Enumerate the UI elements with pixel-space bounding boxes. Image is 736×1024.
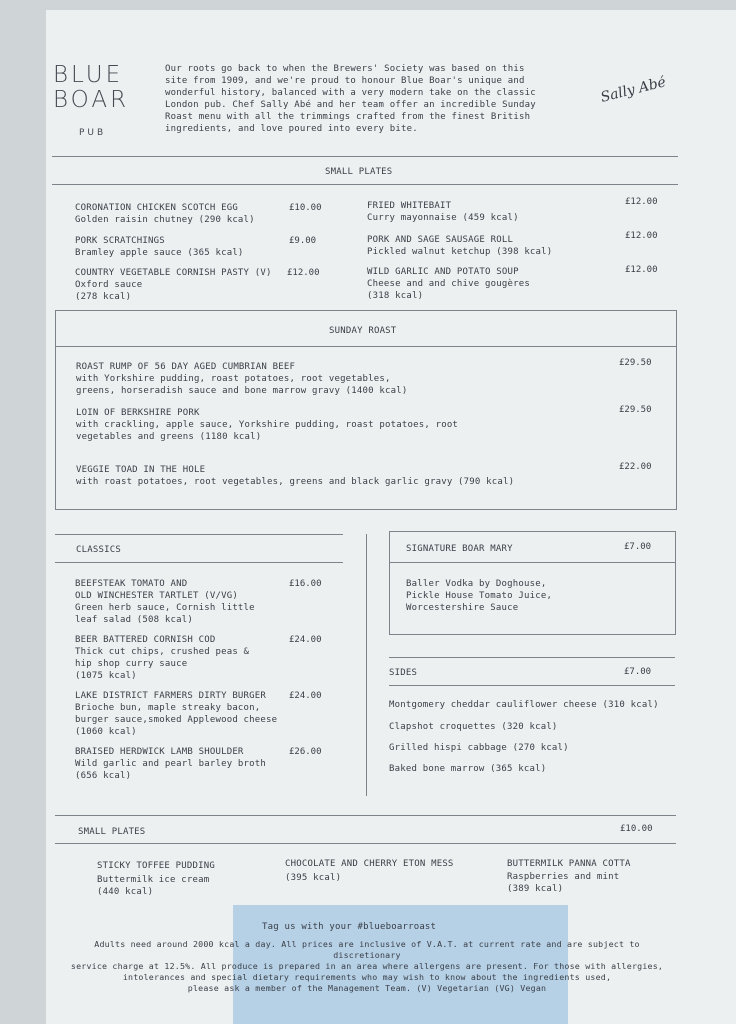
divider: [55, 562, 343, 563]
menu-item: COUNTRY VEGETABLE CORNISH PASTY (V) Oxford sauce (278 kcal): [75, 268, 272, 302]
roast-item: LOIN OF BERKSHIRE PORK with crackling, apple sauce, Yorkshire pudding, roast potatoes, root vegetables and greens (1180 kcal): [76, 408, 459, 442]
menu-item-price: £12.00: [625, 265, 658, 275]
menu-item-price: £9.00: [289, 236, 317, 246]
classic-item: BEEFSTEAK TOMATO AND OLD WINCHESTER TARTLET (V/VG) Green herb sauce, Cornish little leaf salad (508 kcal): [75, 579, 255, 625]
divider: [389, 657, 675, 658]
classic-item-price: £26.00: [289, 747, 322, 757]
side-item: Baked bone marrow (365 kcal): [389, 764, 547, 774]
boar-mary-price: £7.00: [624, 542, 652, 552]
roast-item-price: £29.50: [619, 405, 652, 415]
logo: [53, 63, 129, 113]
divider: [55, 534, 343, 535]
divider: [52, 156, 678, 157]
roast-item-price: £29.50: [619, 358, 652, 368]
dessert-name: STICKY TOFFEE PUDDING: [97, 861, 215, 871]
classics-title: CLASSICS: [76, 545, 121, 555]
side-item: Montgomery cheddar cauliflower cheese (310 kcal): [389, 700, 659, 710]
divider: [389, 562, 675, 563]
side-item: Grilled hispi cabbage (270 kcal): [389, 743, 569, 753]
roast-item-price: £22.00: [619, 462, 652, 472]
divider: [389, 685, 675, 686]
desserts-price: £10.00: [620, 824, 653, 834]
classic-item-price: £16.00: [289, 579, 322, 589]
intro-text: Our roots go back to when the Brewers' Society was based on this site from 1909, and we're proud to honour Blue Boar's unique and wonderful history, balanced with a very modern take on the classic London pub. Chef Sally Abé and her team offer an incredible Sunday Roast menu with all the trimmings crafted from the finest British ingredients, and love poured into every bite.: [165, 64, 536, 134]
side-item: Clapshot croquettes (320 kcal): [389, 722, 558, 732]
sunday-roast-title: SUNDAY ROAST: [329, 326, 397, 336]
dessert-name: CHOCOLATE AND CHERRY ETON MESS: [285, 859, 454, 869]
footer-note: Adults need around 2000 kcal a day. All prices are inclusive of V.A.T. at current rate and are subject to discretionary service charge at 12.5%. All produce is prepared in an area where allergens are present. For those with allergies, intolerances and special dietary requirements who may wish to know about the ingredients used, please ask a member of the Management Team. (V) Vegetarian (VG) Vegan: [70, 939, 664, 993]
divider: [55, 815, 676, 816]
boar-mary-desc: Baller Vodka by Doghouse, Pickle House Tomato Juice, Worcestershire Sauce: [406, 579, 553, 613]
dessert-desc: Raspberries and mint (389 kcal): [507, 872, 620, 894]
menu-item: FRIED WHITEBAIT Curry mayonnaise (459 kcal): [367, 201, 519, 223]
dessert-desc: (395 kcal): [285, 873, 342, 883]
classic-item-price: £24.00: [289, 635, 322, 645]
divider: [52, 184, 678, 185]
small-plates-title: SMALL PLATES: [325, 167, 393, 177]
classic-item: LAKE DISTRICT FARMERS DIRTY BURGER Brioche bun, maple streaky bacon, burger sauce,smoked Applewood cheese (1060 kcal): [75, 691, 278, 737]
desserts-title: SMALL PLATES: [78, 827, 146, 837]
logo-line-2: BOAR: [53, 87, 130, 113]
column-divider: [366, 534, 367, 796]
menu-item: PORK AND SAGE SAUSAGE ROLL Pickled walnut ketchup (398 kcal): [367, 235, 553, 257]
divider: [55, 346, 676, 347]
roast-item: ROAST RUMP OF 56 DAY AGED CUMBRIAN BEEF with Yorkshire pudding, roast potatoes, root vegetables, greens, horseradish sauce and bone marrow gravy (1400 kcal): [76, 362, 408, 396]
logo-sub: PUB: [79, 128, 107, 138]
tag-line: Tag us with your #blueboarroast: [262, 922, 437, 932]
menu-item: WILD GARLIC AND POTATO SOUP Cheese and and chive gougères (318 kcal): [367, 267, 530, 301]
menu-item-price: £10.00: [289, 203, 322, 213]
logo-line-1: BLUE: [53, 62, 124, 88]
menu-item-price: £12.00: [287, 268, 320, 278]
chef-signature: Sally Abé: [599, 74, 668, 106]
sides-price: £7.00: [624, 667, 652, 677]
menu-item-price: £12.00: [625, 231, 658, 241]
sides-title: SIDES: [389, 668, 418, 678]
divider: [55, 843, 676, 844]
classic-item: BRAISED HERDWICK LAMB SHOULDER Wild garlic and pearl barley broth (656 kcal): [75, 747, 267, 781]
roast-item: VEGGIE TOAD IN THE HOLE with roast potatoes, root vegetables, greens and black garlic gravy (790 kcal): [76, 465, 515, 487]
menu-item: CORONATION CHICKEN SCOTCH EGG Golden raisin chutney (290 kcal): [75, 203, 255, 225]
boar-mary-title: SIGNATURE BOAR MARY: [406, 544, 513, 554]
classic-item: BEER BATTERED CORNISH COD Thick cut chips, crushed peas & hip shop curry sauce (1075 kcal): [75, 635, 250, 681]
menu-item: PORK SCRATCHINGS Bramley apple sauce (365 kcal): [75, 236, 244, 258]
dessert-name: BUTTERMILK PANNA COTTA: [507, 859, 631, 869]
dessert-desc: Buttermilk ice cream (440 kcal): [97, 875, 210, 897]
classic-item-price: £24.00: [289, 691, 322, 701]
menu-item-price: £12.00: [625, 197, 658, 207]
